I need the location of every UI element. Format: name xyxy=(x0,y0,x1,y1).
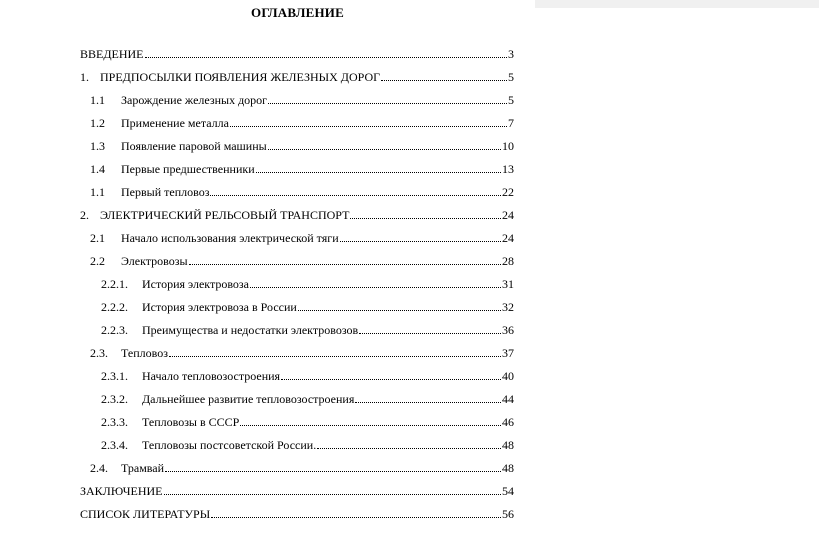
toc-entry-page: 36 xyxy=(502,323,514,337)
dot-leader xyxy=(211,517,501,518)
toc-entry-text: Начало использования электрической тяги xyxy=(121,231,339,245)
toc-entry[interactable] xyxy=(90,115,514,131)
toc-entry-text: Зарождение железных дорог xyxy=(121,93,268,107)
toc-entry[interactable] xyxy=(80,506,514,522)
dot-leader xyxy=(268,149,501,150)
toc-entry[interactable] xyxy=(101,322,514,338)
toc-entry-text: Тепловозы постсоветской России. xyxy=(142,438,317,452)
dot-leader xyxy=(250,287,501,288)
toc-entry-page: 48 xyxy=(502,461,514,475)
toc-entry[interactable] xyxy=(101,391,514,407)
dot-leader xyxy=(210,195,501,196)
dot-leader xyxy=(268,103,507,104)
toc-entry-number: 2.3. xyxy=(90,346,108,360)
toc-entry-page: 31 xyxy=(502,277,514,291)
toc-title: ОГЛАВЛЕНИЕ xyxy=(251,5,344,20)
toc-entry-number: 2. xyxy=(80,208,89,222)
toc-entry[interactable] xyxy=(101,276,514,292)
toc-entry-number: 2.3.4. xyxy=(101,438,128,452)
toc-entry-text: Трамвай xyxy=(121,461,165,475)
toc-entry-page: 32 xyxy=(502,300,514,314)
toc-entry-number: 2.2 xyxy=(90,254,105,268)
toc-entry-page: 28 xyxy=(502,254,514,268)
toc-entry-page: 46 xyxy=(502,415,514,429)
toc-entry-number: 2.3.2. xyxy=(101,392,128,406)
dot-leader xyxy=(298,310,501,311)
dot-leader xyxy=(240,425,501,426)
toc-entry-number: 2.1 xyxy=(90,231,105,245)
toc-entry-text: Появление паровой машины xyxy=(121,139,267,153)
toc-entry-page: 13 xyxy=(502,162,514,176)
toc-entry-text: Преимущества и недостатки электровозов xyxy=(142,323,359,337)
toc-entry-page: 37 xyxy=(502,346,514,360)
toc-entry-number: 1.1 xyxy=(90,185,105,199)
toc-entry-page: 5 xyxy=(508,93,514,107)
toc-entry-text: Применение металла xyxy=(121,116,229,130)
toc-entry-page: 3 xyxy=(508,47,514,61)
toc-entry[interactable] xyxy=(80,207,514,223)
toc-entry[interactable] xyxy=(101,368,514,384)
toc-entry-number: 1.4 xyxy=(90,162,105,176)
dot-leader xyxy=(381,80,507,81)
toc-entry-text: История электровоза xyxy=(142,277,249,291)
toc-entry-text: ПРЕДПОСЫЛКИ ПОЯВЛЕНИЯ ЖЕЛЕЗНЫХ ДОРОГ xyxy=(100,70,381,84)
dot-leader xyxy=(355,402,501,403)
toc-entry-text: СПИСОК ЛИТЕРАТУРЫ xyxy=(80,507,211,521)
toc-entry-page: 5 xyxy=(508,70,514,84)
toc-entry[interactable] xyxy=(80,46,514,62)
toc-entry-text: Начало тепловозостроения xyxy=(142,369,281,383)
dot-leader xyxy=(164,494,502,495)
toc-entry-number: 1.3 xyxy=(90,139,105,153)
toc-entry-number: 1. xyxy=(80,70,89,84)
toc-entry-page: 7 xyxy=(508,116,514,130)
dot-leader xyxy=(230,126,507,127)
toc-entry[interactable] xyxy=(90,92,514,108)
toc-entry-number: 2.4. xyxy=(90,461,108,475)
toc-entry-page: 54 xyxy=(502,484,514,498)
toc-entry[interactable] xyxy=(90,161,514,177)
dot-leader xyxy=(145,57,507,58)
toc-entry[interactable] xyxy=(90,460,514,476)
toc-entry[interactable] xyxy=(90,184,514,200)
toc-entry-number: 1.2 xyxy=(90,116,105,130)
toc-entry-text: Дальнейшее развитие тепловозостроения xyxy=(142,392,355,406)
dot-leader xyxy=(359,333,501,334)
toc-entry-page: 10 xyxy=(502,139,514,153)
toc-entry[interactable] xyxy=(90,230,514,246)
toc-entry-text: Электровозы xyxy=(121,254,188,268)
toc-entry-text: ВВЕДЕНИЕ xyxy=(80,47,144,61)
toc-entry-number: 2.2.3. xyxy=(101,323,128,337)
dot-leader xyxy=(340,241,501,242)
toc-entry-text: Первый тепловоз xyxy=(121,185,210,199)
dot-leader xyxy=(189,264,501,265)
toc-entry-number: 2.3.3. xyxy=(101,415,128,429)
toc-entry[interactable] xyxy=(80,483,514,499)
toc-entry-text: История электровоза в России xyxy=(142,300,297,314)
dot-leader xyxy=(350,218,501,219)
toc-entry-text: ЭЛЕКТРИЧЕСКИЙ РЕЛЬСОВЫЙ ТРАНСПОРТ xyxy=(100,208,350,222)
toc-entry[interactable] xyxy=(90,345,514,361)
toc-entry[interactable] xyxy=(101,414,514,430)
toc-entry-page: 56 xyxy=(502,507,514,521)
dot-leader xyxy=(281,379,501,380)
dot-leader xyxy=(165,471,501,472)
toc-entry-text: Тепловоз xyxy=(121,346,168,360)
toc-entry[interactable] xyxy=(90,138,514,154)
toc-entry-number: 2.2.2. xyxy=(101,300,128,314)
toc-entry-page: 24 xyxy=(502,208,514,222)
toc-entry-page: 44 xyxy=(502,392,514,406)
dot-leader xyxy=(317,448,501,449)
toc-entry[interactable] xyxy=(101,437,514,453)
toc-entry-page: 22 xyxy=(502,185,514,199)
toc-entry-number: 1.1 xyxy=(90,93,105,107)
toc-entry-text: Тепловозы в СССР xyxy=(142,415,240,429)
dot-leader xyxy=(169,356,501,357)
toc-entry-text: Первые предшественники xyxy=(121,162,255,176)
toc-entry[interactable] xyxy=(80,69,514,85)
toc-entry-page: 24 xyxy=(502,231,514,245)
toc-entry-number: 2.2.1. xyxy=(101,277,128,291)
toc-entry-number: 2.3.1. xyxy=(101,369,128,383)
toc-entry[interactable] xyxy=(90,253,514,269)
toc-entry-page: 48 xyxy=(502,438,514,452)
toc-entry-text: ЗАКЛЮЧЕНИЕ xyxy=(80,484,163,498)
dot-leader xyxy=(256,172,501,173)
toc-entry-page: 40 xyxy=(502,369,514,383)
toc-entry[interactable] xyxy=(101,299,514,315)
